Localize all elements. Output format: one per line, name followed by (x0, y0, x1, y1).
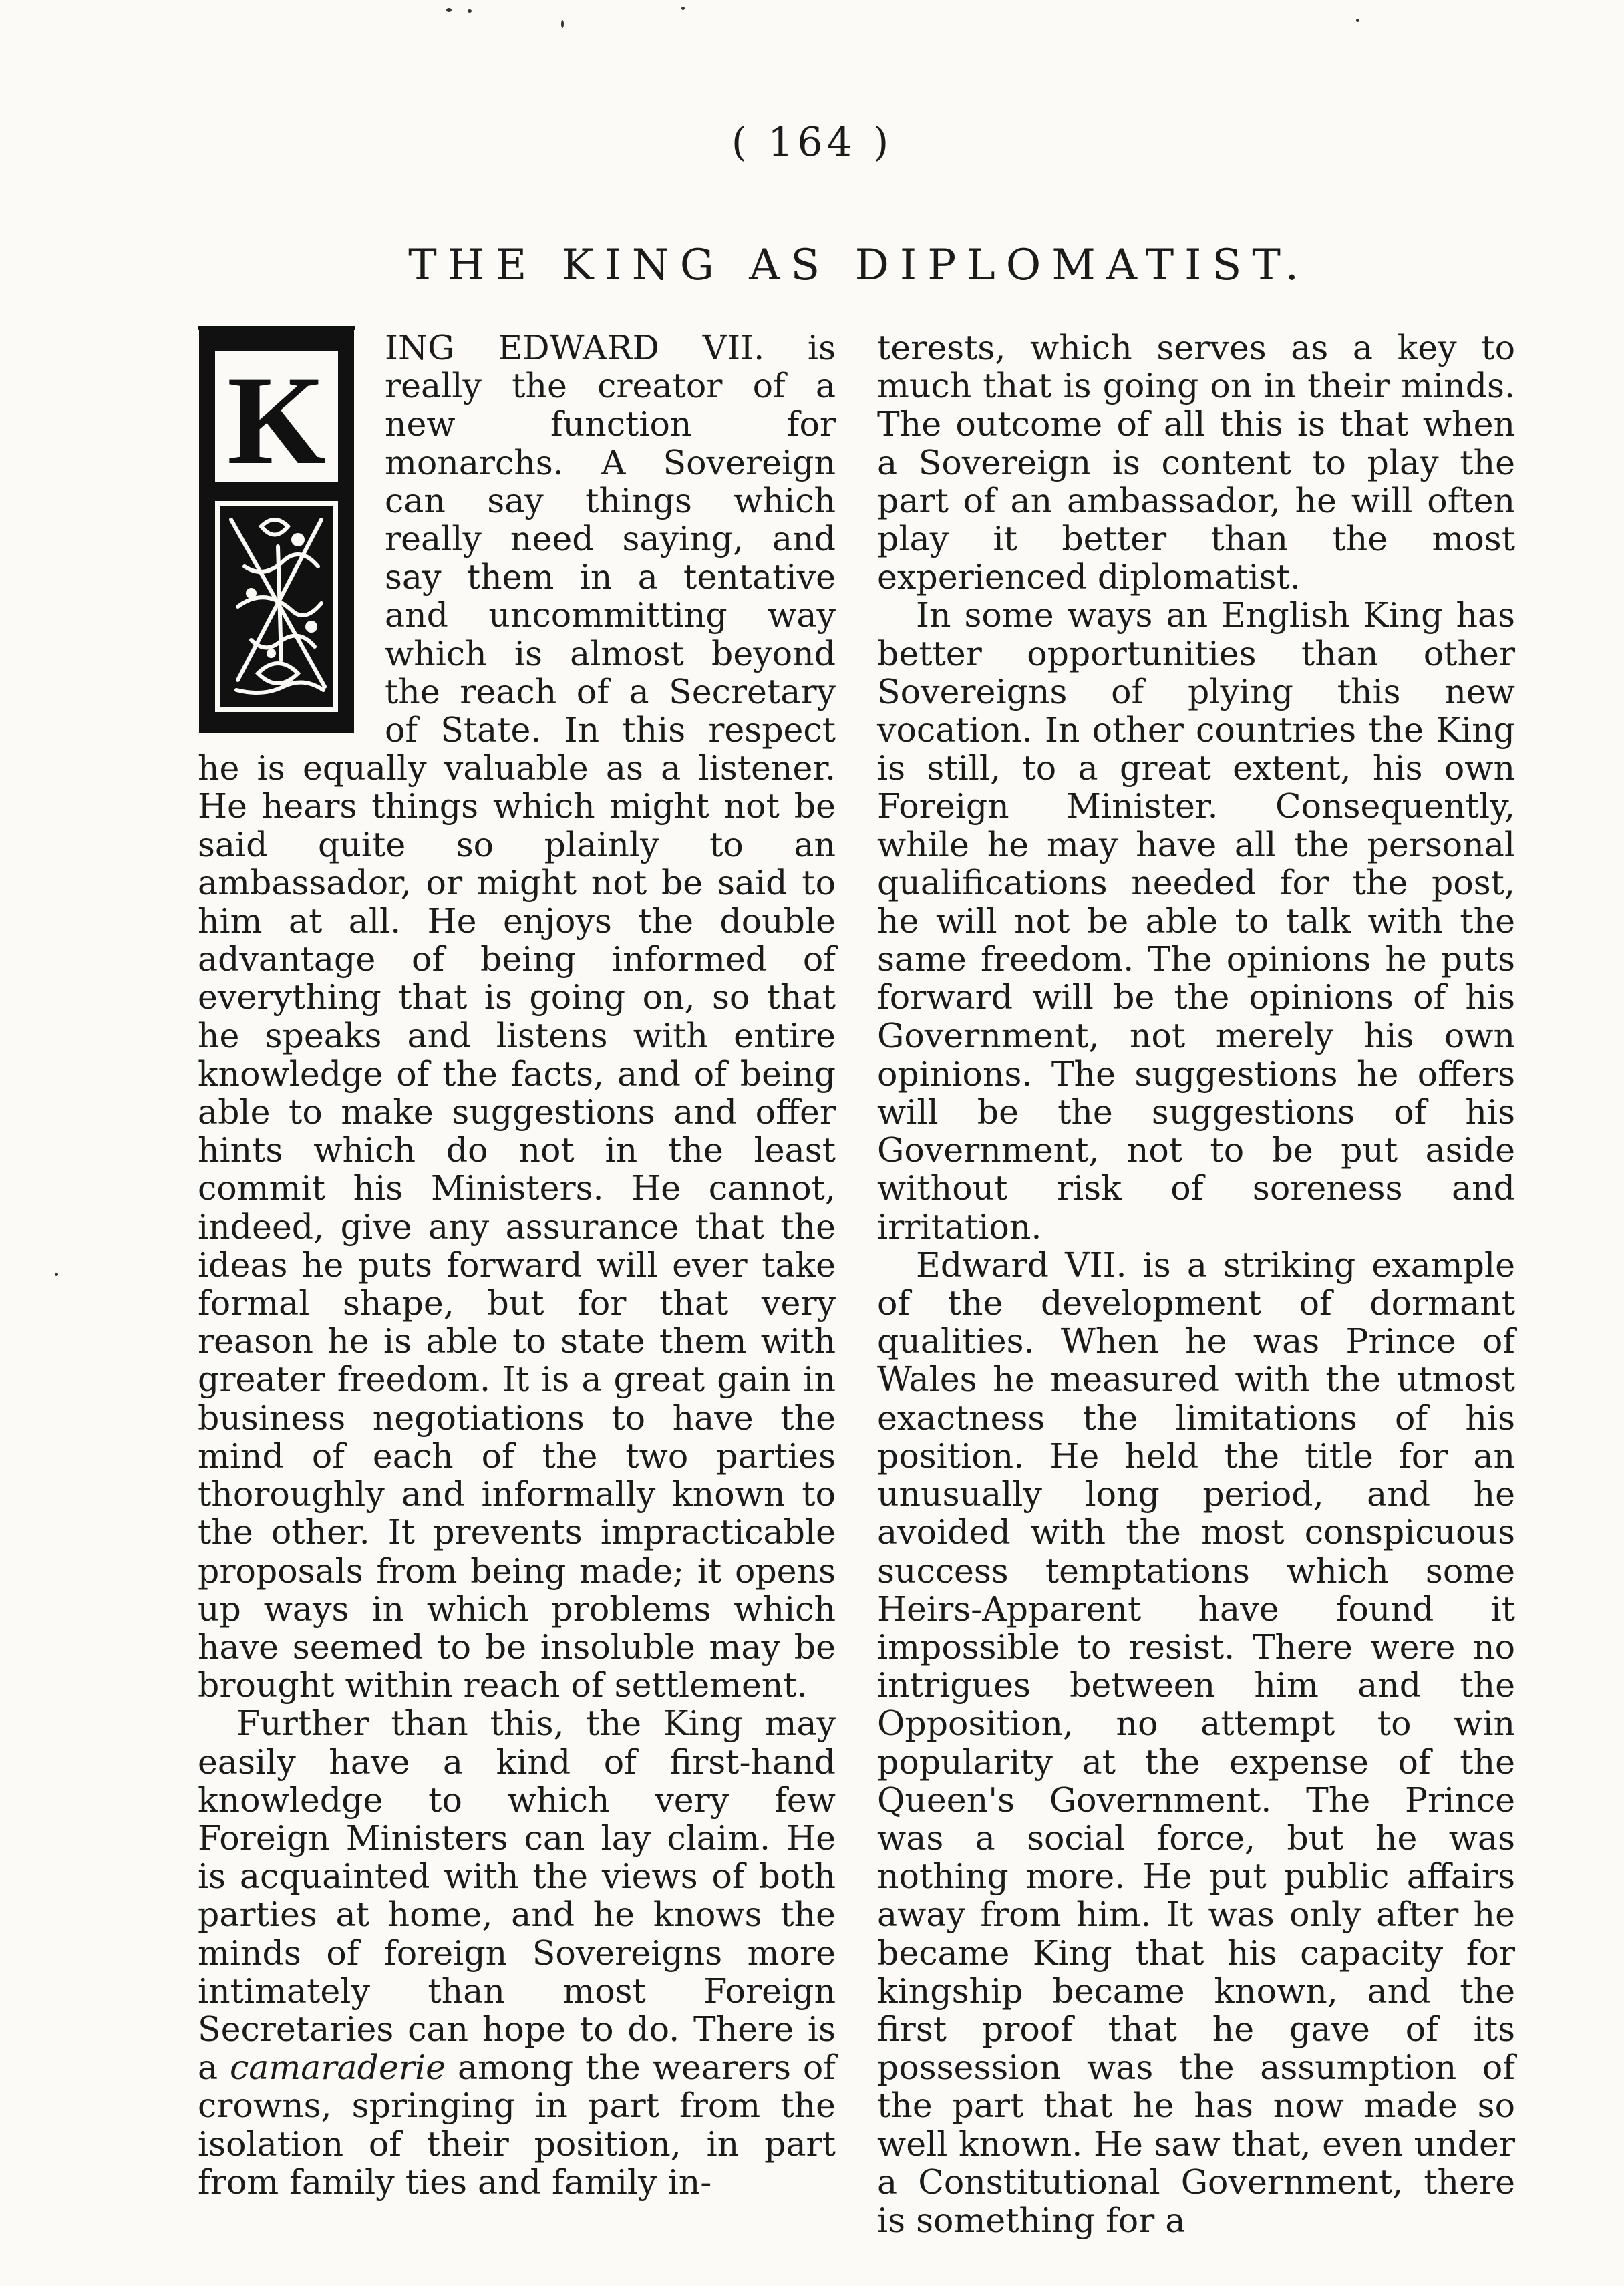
paragraph (198, 1704, 836, 2201)
scan-speck (1356, 19, 1359, 22)
right-column (877, 329, 1515, 2239)
scan-speck (55, 1273, 58, 1276)
paragraph-text: Further than this, the King may easily have a kind of first-hand knowledge to which very few Foreign Ministers can lay claim. He is acquainted with the views of both parties at home, and he knows the minds of foreign Sovereigns more intimately than most Foreign Secretaries can hope to do. There is a (198, 1703, 836, 2088)
italic-term: camaraderie (230, 2048, 446, 2088)
scan-speck (561, 20, 564, 28)
paragraph-text: ING EDWARD VII. is really the creator of a new function for monarchs. A Sovereign can say things which really need saying, and say them in a tentative and uncommitting way which is almost beyond the reach of a Secretary of State. In this respect he is equally valuable as a listener. He hears things which might not be said quite so plainly to an ambassador, or might not be said to him at all. He enjoys the double advantage of being informed of everything that is going on, so that he speaks and listens with entire knowledge of the facts, and of being able to make suggestions and offer hints which do not in the least commit his Ministers. He cannot, indeed, give any assurance that the ideas he puts forward will ever take formal shape, but for that very reason he is able to state them with greater freedom. It is a great gain in business negotiations to have the mind of each of the two parties thoroughly and informally known to the other. It prevents impracticable proposals from being made; it opens up ways in which problems which have seemed to be insoluble may be brought within reach of settlement. (198, 328, 836, 1705)
dropcap-letter: K (227, 351, 326, 491)
paragraph: terests, which serves as a key to much that is going on in their minds. The outcome of all this is that when a Sovereign is content to play the part of an ambassador, he will often play it better than the most experienced diplomatist. (877, 328, 1515, 597)
article-title: THE KING AS DIPLOMATIST. (408, 240, 1309, 290)
scan-speck (468, 9, 472, 13)
paragraph (198, 329, 836, 1704)
drop-cap-ornament (198, 326, 355, 735)
page-number: ( 164 ) (731, 119, 893, 166)
paragraph-text: among the wearers of crowns, springing in part from the isolation of their position, in part from family ties and family in- (198, 2048, 836, 2202)
paragraph: Edward VII. is a striking example of the development of dormant qualities. When he was Prince of Wales he measured with the utmost exactness the limitations of his position. He held the title for an unusually long period, and he avoided with the most conspicuous success temptations which some Heirs-Apparent have found it impossible to resist. There were no intrigues between him and the Opposition, no attempt to win popularity at the expense of the Queen's Government. The Prince was a social force, but he was nothing more. He put public affairs away from him. It was only after he became King that his capacity for kingship became known, and the first proof that he gave of its possession was the assumption of the part that he has now made so well known. He saw that, even under a Constitutional Government, there is something for a (877, 1245, 1515, 2240)
scan-speck (681, 7, 685, 10)
scan-speck (446, 8, 452, 12)
paragraph: In some ways an English King has better opportunities than other Sovereigns of plying this new vocation. In other countries the King is still, to a great extent, his own Foreign Minister. Consequently, while he may have all the personal qualifications needed for the post, he will not be able to talk with the same freedom. The opinions he puts forward will be the opinions of his Government, not merely his own opinions. The suggestions he offers will be the suggestions of his Government, not to be put aside without risk of soreness and irritation. (877, 595, 1515, 1247)
left-column (198, 329, 836, 2201)
